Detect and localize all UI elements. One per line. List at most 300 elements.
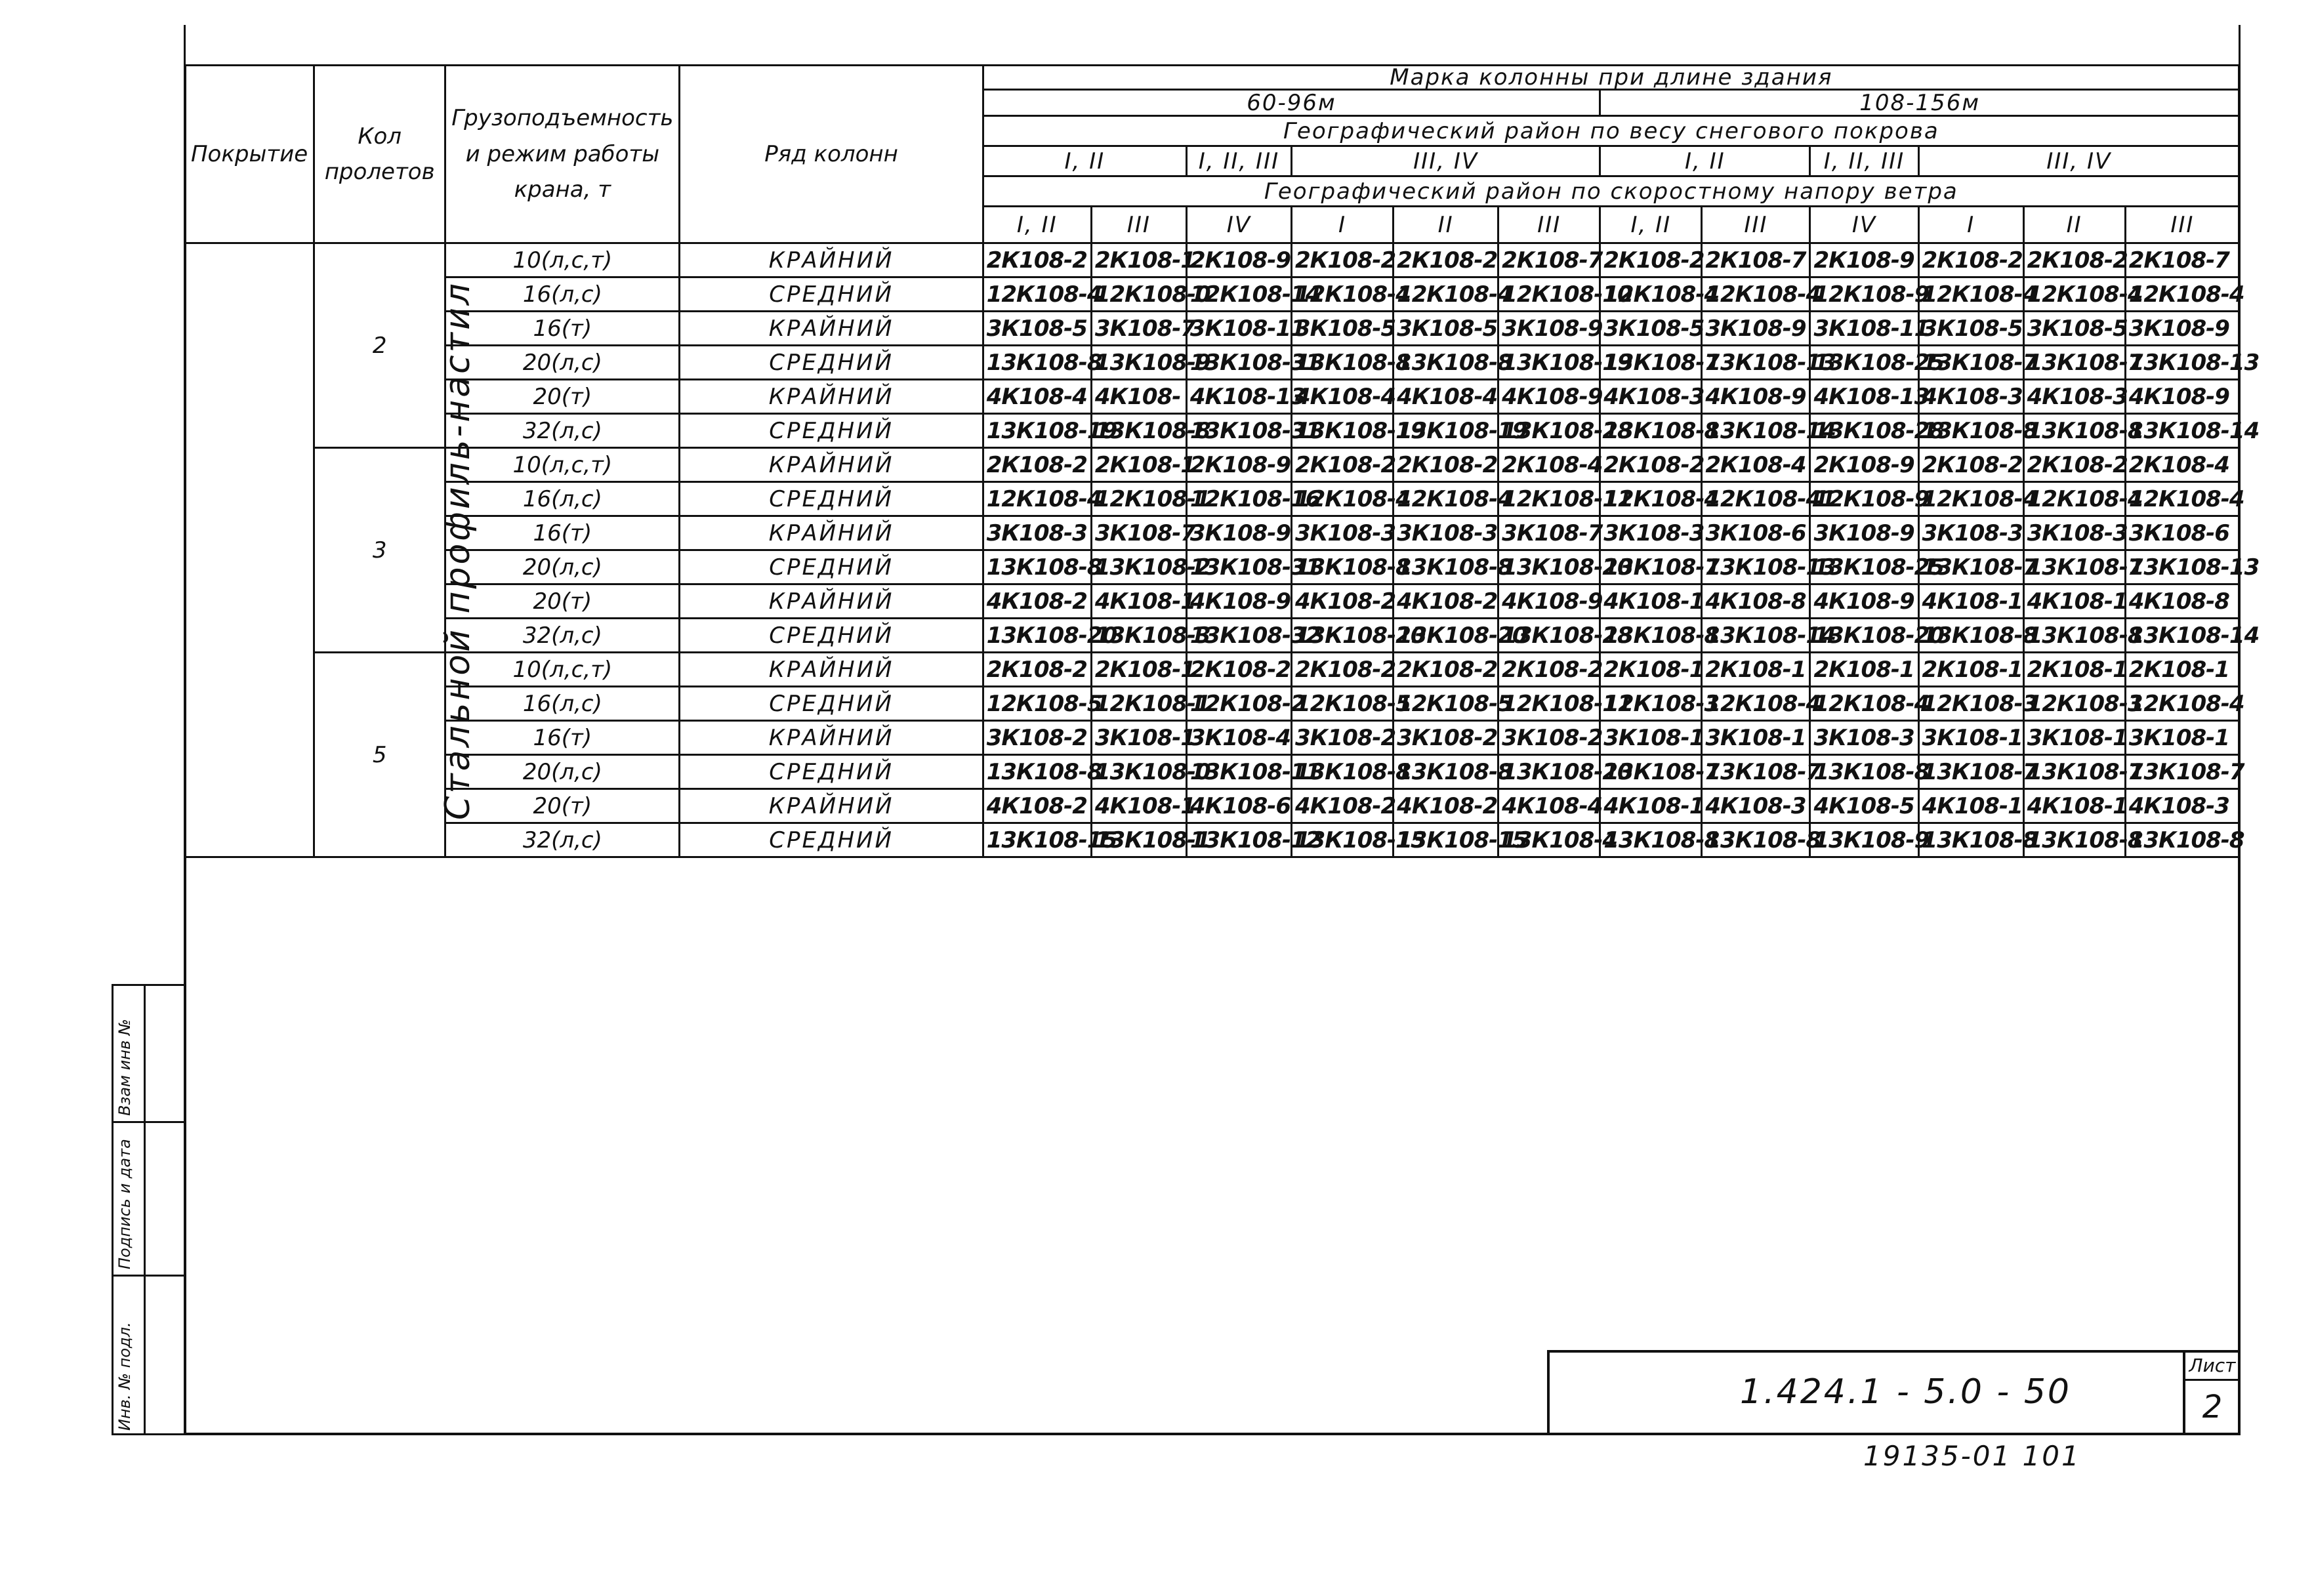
column-row-type: СРЕДНИЙ [680, 619, 983, 653]
column-row-type: КРАЙНИЙ [680, 243, 983, 277]
wind-region-4: I [1291, 207, 1393, 243]
column-mark: 12К108-4 [1702, 687, 1810, 721]
column-mark: 13К108-8 [983, 550, 1091, 584]
table-row [185, 721, 2240, 755]
column-mark: 3К108-9 [1186, 516, 1291, 550]
column-mark: 2К108-1 [1702, 653, 1810, 687]
column-mark: 13К108-8 [1600, 414, 1702, 448]
column-mark: 13К108-8 [2023, 823, 2125, 857]
column-mark: 4К108-9 [1702, 380, 1810, 414]
column-mark: 12К108-11 [1498, 687, 1600, 721]
column-mark: 12К108-41 [1702, 482, 1810, 516]
column-mark: 12К108-3 [1918, 687, 2023, 721]
column-mark: 3К108-3 [983, 516, 1091, 550]
column-mark: 2К108-1 [1810, 653, 1918, 687]
header-length-a: 60-96м [983, 90, 1600, 116]
side-divider-2 [114, 1275, 186, 1277]
column-mark: 12К108-4 [1810, 687, 1918, 721]
crane-load: 32(л,с) [445, 414, 680, 448]
wind-region-2: III [1091, 207, 1186, 243]
column-mark: 13К108-19 [1291, 414, 1393, 448]
column-mark: 13К108-8 [1600, 823, 1702, 857]
table-row [185, 619, 2240, 653]
wind-region-1: I, II [983, 207, 1091, 243]
column-mark: 2К108-1 [1091, 653, 1186, 687]
column-mark: 13К108-19 [983, 414, 1091, 448]
column-mark: 12К108-4 [983, 482, 1091, 516]
column-mark: 3К108-11 [1810, 312, 1918, 346]
column-mark: 2К108-2 [1394, 243, 1498, 277]
column-mark: 13К108-7 [1918, 550, 2023, 584]
column-row-type: КРАЙНИЙ [680, 584, 983, 619]
column-mark: 13К108-8 [1702, 823, 1810, 857]
table-row [185, 584, 2240, 619]
column-row-type: СРЕДНИЙ [680, 755, 983, 789]
column-mark: 4К108-3 [2125, 789, 2239, 823]
column-mark: 12К108-4 [2023, 482, 2125, 516]
column-mark: 13К108-31 [1186, 414, 1291, 448]
column-mark: 13К108-19 [1498, 346, 1600, 380]
spans-count: 5 [314, 653, 445, 857]
column-mark: 2К108-2 [1291, 243, 1393, 277]
column-row-type: КРАЙНИЙ [680, 653, 983, 687]
column-row-type: СРЕДНИЙ [680, 823, 983, 857]
column-mark: 4К108-8 [1702, 584, 1810, 619]
spans-count: 3 [314, 448, 445, 653]
column-mark: 13К108-25 [1810, 550, 1918, 584]
column-mark: 13К108-32 [1186, 619, 1291, 653]
column-mark: 13К108-12 [1186, 823, 1291, 857]
table-row [185, 482, 2240, 516]
column-mark: 2К108-4 [1498, 448, 1600, 482]
column-mark: 12К108-4 [1394, 482, 1498, 516]
column-mark: 13К108-7 [1600, 755, 1702, 789]
snow-region-1: I, II [983, 146, 1186, 176]
column-mark: 12К108-14 [1186, 277, 1291, 312]
column-mark: 13К108-13 [1702, 550, 1810, 584]
column-mark: 3К108-3 [1810, 721, 1918, 755]
frame-right-top-line [2239, 25, 2241, 64]
column-mark: 3К108-1 [2125, 721, 2239, 755]
column-mark: 13К108-9 [1810, 823, 1918, 857]
column-mark: 2К108-7 [2125, 243, 2239, 277]
column-mark: 13К108-8 [1394, 755, 1498, 789]
column-mark: 3К108-9 [2125, 312, 2239, 346]
column-mark: 3К108-9 [1498, 312, 1600, 346]
column-mark: 2К108-2 [1918, 243, 2023, 277]
column-mark: 13К108-8 [2023, 414, 2125, 448]
column-mark: 13К108-7 [1600, 550, 1702, 584]
footer-archive-number: 19135-01 101 [1863, 1440, 2081, 1472]
column-mark: 12К108-4 [2125, 482, 2239, 516]
wind-region-10: I [1918, 207, 2023, 243]
column-mark: 3К108-3 [1600, 516, 1702, 550]
crane-load: 20(л,с) [445, 755, 680, 789]
column-mark: 2К108-2 [983, 448, 1091, 482]
column-mark: 13К108-20 [1394, 619, 1498, 653]
column-mark: 3К108-9 [1702, 312, 1810, 346]
column-mark: 3К108-3 [2023, 516, 2125, 550]
column-mark: 2К108-1 [1091, 448, 1186, 482]
header-spans: Кол пролетов [314, 66, 445, 243]
column-mark: 13К108-31 [1186, 346, 1291, 380]
column-mark: 4К108-1 [1091, 584, 1186, 619]
column-mark: 13К108-8 [1918, 414, 2023, 448]
table-row [185, 243, 2240, 277]
column-row-type: СРЕДНИЙ [680, 277, 983, 312]
crane-load: 32(л,с) [445, 619, 680, 653]
column-mark: 4К108-1 [1091, 789, 1186, 823]
column-mark: 3К108-7 [1091, 312, 1186, 346]
table-row [185, 312, 2240, 346]
column-row-type: СРЕДНИЙ [680, 346, 983, 380]
column-mark: 13К108-14 [2125, 619, 2239, 653]
column-mark: 13К108-8 [1091, 414, 1186, 448]
crane-load: 16(л,с) [445, 687, 680, 721]
column-row-type: СРЕДНИЙ [680, 482, 983, 516]
column-mark: 2К108-7 [1702, 243, 1810, 277]
column-row-type: КРАЙНИЙ [680, 448, 983, 482]
table-row [185, 823, 2240, 857]
column-mark: 3К108-3 [1291, 516, 1393, 550]
column-row-type: КРАЙНИЙ [680, 789, 983, 823]
column-mark: 2К108-2 [1291, 448, 1393, 482]
column-mark: 13К108-20 [1810, 619, 1918, 653]
column-mark: 3К108-7 [1091, 516, 1186, 550]
crane-load: 20(л,с) [445, 550, 680, 584]
crane-load: 10(л,с,т) [445, 448, 680, 482]
column-mark: 13К108-3 [1091, 619, 1186, 653]
column-mark: 13К108-11 [1186, 755, 1291, 789]
column-mark: 4К108-1 [1918, 584, 2023, 619]
snow-region-4: I, II [1600, 146, 1810, 176]
column-mark: 2К108-7 [1498, 243, 1600, 277]
column-row-type: СРЕДНИЙ [680, 550, 983, 584]
column-mark: 4К108-13 [1810, 380, 1918, 414]
column-mark: 3К108-5 [1291, 312, 1393, 346]
column-mark: 13К108-8 [983, 346, 1091, 380]
column-mark: 4К108-9 [1810, 584, 1918, 619]
column-mark: 12К108-3 [1600, 687, 1702, 721]
column-mark: 12К108-5 [1291, 687, 1393, 721]
column-mark: 4К108-3 [1600, 380, 1702, 414]
column-mark: 4К108-8 [2125, 584, 2239, 619]
wind-region-6: III [1498, 207, 1600, 243]
column-mark: 12К108-9 [1810, 482, 1918, 516]
column-mark: 2К108-2 [1600, 448, 1702, 482]
column-mark: 3К108-5 [983, 312, 1091, 346]
table-row [185, 653, 2240, 687]
column-mark: 12К108-0 [1091, 277, 1186, 312]
column-mark: 13К108-1 [1091, 823, 1186, 857]
column-row-type: КРАЙНИЙ [680, 721, 983, 755]
side-label-replace-inv: Взам инв № [115, 1019, 134, 1116]
column-mark: 4К108-6 [1186, 789, 1291, 823]
column-mark: 13К108-13 [1702, 346, 1810, 380]
column-mark: 13К108-31 [1186, 550, 1291, 584]
column-mark: 13К108-20 [1291, 619, 1393, 653]
column-mark: 13К108-20 [1498, 755, 1600, 789]
column-mark: 3К108-4 [1186, 721, 1291, 755]
column-row-type: КРАЙНИЙ [680, 380, 983, 414]
wind-region-9: IV [1810, 207, 1918, 243]
crane-load: 20(т) [445, 584, 680, 619]
column-row-type: СРЕДНИЙ [680, 687, 983, 721]
column-mark: 12К108-5 [1394, 687, 1498, 721]
crane-load: 20(т) [445, 380, 680, 414]
column-row-type: СРЕДНИЙ [680, 414, 983, 448]
side-label-original-inv: Инв. № подл. [115, 1322, 134, 1431]
column-mark: 12К108-4 [1702, 277, 1810, 312]
column-mark: 2К108-4 [2125, 448, 2239, 482]
column-mark: 3К108-3 [1918, 516, 2023, 550]
column-mark: 4К108-2 [983, 584, 1091, 619]
wind-region-3: IV [1186, 207, 1291, 243]
header-row: Ряд колонн [680, 66, 983, 243]
column-mark: 12К108-4 [1600, 277, 1702, 312]
column-mark: 12К108-4 [1918, 482, 2023, 516]
column-mark: 4К108-9 [1498, 584, 1600, 619]
column-mark: 13К108-7 [1918, 755, 2023, 789]
column-mark: 13К108-2 [1091, 550, 1186, 584]
column-mark: 2К108-1 [1918, 653, 2023, 687]
column-mark: 4К108-3 [2023, 380, 2125, 414]
column-mark: 13К108-8 [983, 755, 1091, 789]
column-mark: 2К108-1 [2125, 653, 2239, 687]
column-mark: 2К108-2 [983, 653, 1091, 687]
column-mark: 13К108-8 [2023, 619, 2125, 653]
column-mark: 4К108-1 [1600, 584, 1702, 619]
column-mark: 4К108-9 [1498, 380, 1600, 414]
column-mark: 3К108-7 [1498, 516, 1600, 550]
column-mark: 13К108-13 [2125, 346, 2239, 380]
table-row [185, 346, 2240, 380]
column-mark: 4К108-1 [1918, 789, 2023, 823]
column-mark: 13К108-8 [1291, 755, 1393, 789]
column-mark: 3К108-6 [1702, 516, 1810, 550]
column-mark: 12К108-4 [1600, 482, 1702, 516]
column-mark: 4К108-4 [983, 380, 1091, 414]
column-mark: 3К108-5 [1394, 312, 1498, 346]
column-mark: 3К108-2 [1498, 721, 1600, 755]
column-mark: 3К108-1 [1702, 721, 1810, 755]
column-mark: 13К108-9 [1091, 346, 1186, 380]
column-mark: 13К108-8 [1810, 755, 1918, 789]
table-row [185, 789, 2240, 823]
crane-load: 10(л,с,т) [445, 653, 680, 687]
column-mark: 13К108-8 [1394, 346, 1498, 380]
column-mark: 3К108-5 [2023, 312, 2125, 346]
column-mark: 13К108-28 [1498, 414, 1600, 448]
cover-label: Стальной профиль-настил [438, 280, 478, 820]
title-stamp [1547, 1350, 2239, 1434]
header-snow-title: Географический район по весу снегового покрова [983, 116, 2239, 146]
column-mark: 2К108-4 [1702, 448, 1810, 482]
column-mark: 13К108-8 [1394, 550, 1498, 584]
column-mark: 3К108-2 [1291, 721, 1393, 755]
column-mark: 12К108-4 [1291, 482, 1393, 516]
crane-load: 20(т) [445, 789, 680, 823]
crane-load: 20(л,с) [445, 346, 680, 380]
column-mark: 2К108-2 [1186, 653, 1291, 687]
column-mark: 13К108-8 [1291, 346, 1393, 380]
wind-region-8: III [1702, 207, 1810, 243]
table-row [185, 380, 2240, 414]
column-mark: 13К108-14 [1702, 619, 1810, 653]
wind-region-5: II [1394, 207, 1498, 243]
column-mark: 2К108-2 [1394, 653, 1498, 687]
column-mark: 13К108-7 [2023, 755, 2125, 789]
table-row [185, 414, 2240, 448]
header-capacity: Грузоподъемность и режим работы крана, т [445, 66, 680, 243]
column-mark: 2К108-2 [2023, 448, 2125, 482]
table-row [185, 550, 2240, 584]
crane-load: 10(л,с,т) [445, 243, 680, 277]
column-mark: 3К108-5 [1918, 312, 2023, 346]
column-mark: 4К108-13 [1186, 380, 1291, 414]
wind-region-12: III [2125, 207, 2239, 243]
column-mark: 3К108-6 [2125, 516, 2239, 550]
column-mark: 3К108-1 [1091, 721, 1186, 755]
column-mark: 4К108-9 [2125, 380, 2239, 414]
column-mark: 12К108-4 [2023, 277, 2125, 312]
document-code: 1.424.1 - 5.0 - 50 [1740, 1372, 2071, 1412]
column-mark: 13К108-13 [2125, 550, 2239, 584]
column-mark: 12К108-1 [1091, 687, 1186, 721]
column-mark: 12К108-4 [1291, 277, 1393, 312]
column-mark: 4К108-2 [1291, 584, 1393, 619]
column-mark: 13К108-8 [1600, 619, 1702, 653]
column-mark: 13К108-20 [983, 619, 1091, 653]
column-mark: 4К108-4 [1498, 789, 1600, 823]
column-mark: 4К108-2 [1291, 789, 1393, 823]
column-mark: 3К108-1 [2023, 721, 2125, 755]
table-row [185, 755, 2240, 789]
snow-region-3: III, IV [1291, 146, 1600, 176]
column-mark: 13К108-0 [1091, 755, 1186, 789]
wind-region-7: I, II [1600, 207, 1702, 243]
column-mark: 13К108-20 [1498, 550, 1600, 584]
column-mark: 13К108-14 [1702, 414, 1810, 448]
column-mark: 12К108-9 [1810, 277, 1918, 312]
crane-load: 16(л,с) [445, 277, 680, 312]
column-mark: 13К108-7 [2125, 755, 2239, 789]
crane-load: 16(л,с) [445, 482, 680, 516]
column-mark: 3К108-1 [1918, 721, 2023, 755]
column-mark: 2К108-1 [1600, 653, 1702, 687]
column-mark: 13К108-7 [1918, 346, 2023, 380]
column-mark: 13К108-4 [1498, 823, 1600, 857]
column-mark: 3К108-3 [1394, 516, 1498, 550]
column-row-type: КРАЙНИЙ [680, 516, 983, 550]
column-mark: 12К108-3 [2023, 687, 2125, 721]
column-mark: 3К108-9 [1810, 516, 1918, 550]
column-mark: 2К108-9 [1810, 243, 1918, 277]
column-mark: 13К108-28 [1498, 619, 1600, 653]
column-mark: 12К108-4 [983, 277, 1091, 312]
column-mark: 2К108-2 [1600, 243, 1702, 277]
column-mark: 2К108-2 [1918, 448, 2023, 482]
crane-load: 16(т) [445, 312, 680, 346]
column-mark: 12К108-2 [1186, 687, 1291, 721]
column-mark: 13К108-15 [983, 823, 1091, 857]
column-mark: 4К108-3 [1918, 380, 2023, 414]
column-mark: 13К108-8 [1918, 619, 2023, 653]
column-mark: 3К108-1 [1600, 721, 1702, 755]
column-mark: 12К108-11 [1498, 482, 1600, 516]
column-mark: 4К108-2 [983, 789, 1091, 823]
column-mark: 4К108-9 [1186, 584, 1291, 619]
column-mark: 12К108-4 [2125, 687, 2239, 721]
column-mark: 2К108-9 [1186, 448, 1291, 482]
wind-region-11: II [2023, 207, 2125, 243]
table-row [185, 687, 2240, 721]
snow-region-5: I, II, III [1810, 146, 1918, 176]
column-mark: 12К108-1 [1091, 482, 1186, 516]
column-mark: 2К108-1 [1091, 243, 1186, 277]
side-label-signature-date: Подпись и дата [115, 1139, 134, 1269]
column-mark: 13К108-8 [1291, 550, 1393, 584]
column-mark: 13К108-8 [1918, 823, 2023, 857]
column-mark: 3К108-2 [983, 721, 1091, 755]
column-mark: 2К108-2 [983, 243, 1091, 277]
sheet-label: Лист [2185, 1353, 2239, 1381]
column-mark: 2К108-2 [1394, 448, 1498, 482]
header-cover: Покрытие [185, 66, 314, 243]
table-row [185, 448, 2240, 482]
column-mark: 13К108-25 [1810, 346, 1918, 380]
cover-cell [185, 243, 478, 857]
column-mark: 4К108-1 [2023, 789, 2125, 823]
column-mark: 2К108-9 [1186, 243, 1291, 277]
column-mark: 4К108-4 [1291, 380, 1393, 414]
column-mark: 4К108- [1091, 380, 1186, 414]
table-row [185, 516, 2240, 550]
column-mark: 12К108-4 [2125, 277, 2239, 312]
snow-region-6: III, IV [1918, 146, 2239, 176]
crane-load: 16(т) [445, 516, 680, 550]
column-mark: 3К108-2 [1394, 721, 1498, 755]
column-mark: 13К108-14 [2125, 414, 2239, 448]
column-mark: 12К108-4 [1394, 277, 1498, 312]
column-mark: 13К108-7 [2023, 346, 2125, 380]
column-mark: 4К108-4 [1394, 380, 1498, 414]
spans-count: 2 [314, 243, 445, 448]
side-stamp-block [112, 984, 184, 1435]
column-mark: 3К108-5 [1600, 312, 1702, 346]
column-mark: 4К108-3 [1702, 789, 1810, 823]
column-mark: 2К108-2 [1291, 653, 1393, 687]
column-mark: 2К108-1 [2023, 653, 2125, 687]
table-row [185, 277, 2240, 312]
column-mark: 12К108-5 [983, 687, 1091, 721]
column-mark: 4К108-5 [1810, 789, 1918, 823]
column-mark: 4К108-2 [1394, 789, 1498, 823]
column-mark: 13К108-7 [1600, 346, 1702, 380]
column-mark: 12К108-4 [1918, 277, 2023, 312]
column-mark: 13К108-19 [1394, 414, 1498, 448]
column-mark: 4К108-1 [1600, 789, 1702, 823]
crane-load: 16(т) [445, 721, 680, 755]
side-divider-1 [114, 1121, 186, 1123]
column-marks-table [184, 64, 2260, 858]
sheet-number: 2 [2202, 1389, 2223, 1425]
column-mark: 13К108-7 [1702, 755, 1810, 789]
column-mark: 2К108-9 [1810, 448, 1918, 482]
header-length-b: 108-156м [1600, 90, 2240, 116]
column-mark: 4К108-1 [2023, 584, 2125, 619]
column-mark: 3К108-11 [1186, 312, 1291, 346]
